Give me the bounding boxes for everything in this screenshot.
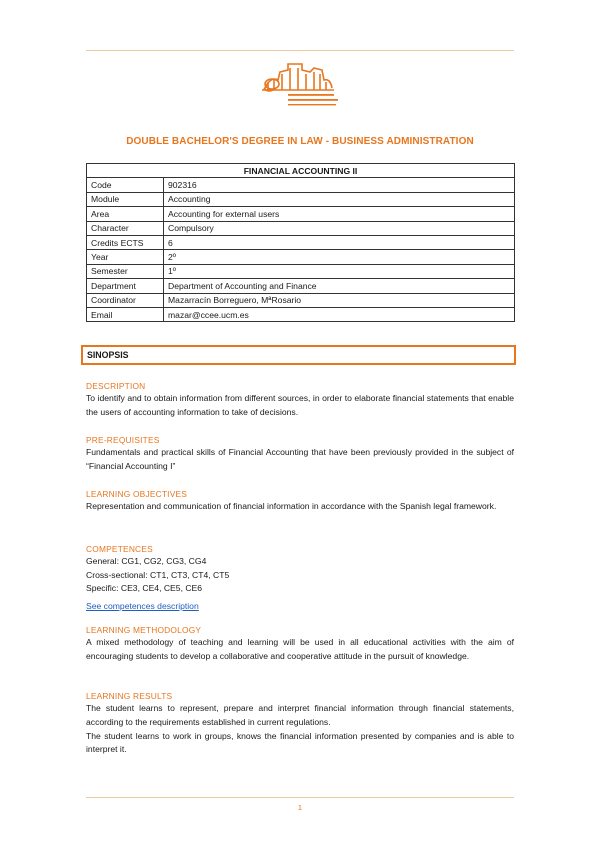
prerequisites-text: Fundamentals and practical skills of Financial Accounting that have been previously provided in the subject of “Financial Accounting I” (86, 447, 514, 471)
row-label: Semester (87, 264, 164, 278)
table-row (87, 178, 515, 192)
degree-title: DOUBLE BACHELOR'S DEGREE IN LAW - BUSINESS ADMINISTRATION (126, 136, 474, 147)
description-title: DESCRIPTION (86, 381, 146, 391)
row-value: mazar@ccee.ucm.es (164, 307, 515, 321)
prerequisites-title: PRE-REQUISITES (86, 435, 160, 445)
table-row (87, 221, 515, 235)
results-text-1: The student learns to represent, prepare and interpret financial information through financial statements, according to the requirements established in current regulations. (86, 703, 514, 727)
table-row (87, 235, 515, 249)
row-value: Accounting for external users (164, 207, 515, 221)
faculty-logo (258, 58, 344, 116)
competences-section (86, 543, 514, 614)
row-label: Area (87, 207, 164, 221)
description-text: To identify and to obtain information from different sources, in order to elaborate financial statements that enable the users of accounting information to take of decisions. (86, 393, 514, 417)
course-info-table (86, 163, 515, 322)
table-row (87, 250, 515, 264)
row-label: Coordinator (87, 293, 164, 307)
competences-cross: Cross-sectional: CT1, CT3, CT4, CT5 (86, 569, 230, 580)
competences-specific: Specific: CE3, CE4, CE5, CE6 (86, 583, 203, 594)
table-row (87, 307, 515, 321)
header-rule (86, 50, 514, 51)
row-value: 902316 (164, 178, 515, 192)
description-section (86, 380, 514, 420)
objectives-text: Representation and communication of financial information in accordance with the Spanish legal framework. (86, 501, 497, 511)
sinopsis-header (81, 345, 516, 365)
sinopsis-label: SINOPSIS (87, 350, 129, 360)
row-label: Year (87, 250, 164, 264)
table-row (87, 192, 515, 206)
row-value: 6 (164, 235, 515, 249)
competences-general: General: CG1, CG2, CG3, CG4 (86, 556, 207, 566)
table-heading-row (87, 164, 515, 178)
table-row (87, 279, 515, 293)
row-label: Code (87, 178, 164, 192)
methodology-text: A mixed methodology of teaching and learning will be used in all educational activities with the aim of encouraging students to develop a collaborative and cooperative attitude in the pursuit of knowledge. (86, 637, 514, 661)
row-value: Accounting (164, 192, 515, 206)
row-label: Credits ECTS (87, 235, 164, 249)
row-label: Department (87, 279, 164, 293)
prerequisites-section (86, 434, 514, 474)
methodology-section (86, 624, 514, 664)
table-row (87, 207, 515, 221)
objectives-title: LEARNING OBJECTIVES (86, 489, 188, 499)
row-value: Mazarracín Borreguero, MªRosario (164, 293, 515, 307)
row-label: Character (87, 221, 164, 235)
page-number: 1 (297, 803, 303, 812)
results-section (86, 690, 514, 757)
competences-title: COMPETENCES (86, 544, 153, 554)
table-row (87, 264, 515, 278)
competences-description-link[interactable]: See competences description (86, 600, 199, 611)
row-value: 1º (164, 264, 515, 278)
row-label: Email (87, 307, 164, 321)
results-text-2: The student learns to work in groups, knows the financial information presented by companies and is able to interpret it. (86, 730, 514, 755)
row-label: Module (87, 192, 164, 206)
row-value: Compulsory (164, 221, 515, 235)
row-value: 2º (164, 250, 515, 264)
footer-rule (86, 797, 514, 798)
row-value: Department of Accounting and Finance (164, 279, 515, 293)
objectives-section (86, 488, 514, 514)
results-title: LEARNING RESULTS (86, 691, 173, 701)
table-row (87, 293, 515, 307)
course-name: FINANCIAL ACCOUNTING II (87, 164, 515, 178)
faculty-logo-icon (258, 58, 344, 116)
methodology-title: LEARNING METHODOLOGY (86, 625, 202, 635)
